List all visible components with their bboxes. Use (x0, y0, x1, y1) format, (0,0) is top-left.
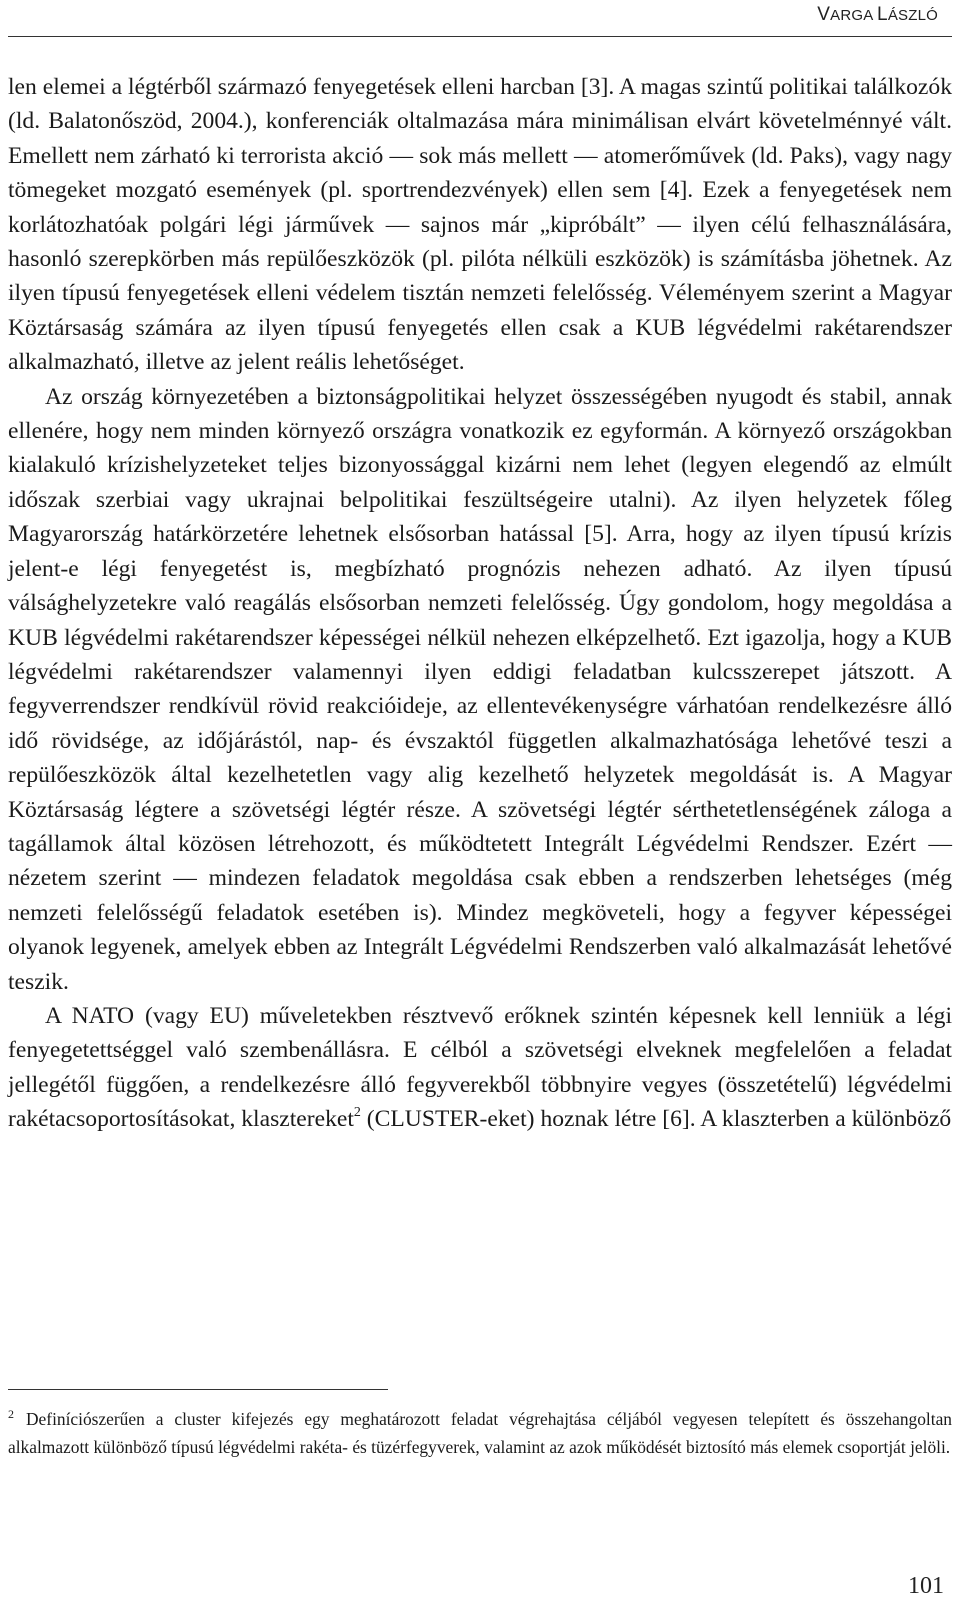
running-header-author (817, 4, 938, 26)
paragraph-3 (8, 999, 952, 1137)
author-initial-l: L (877, 4, 888, 25)
footnote-marker: 2 (8, 1407, 14, 1421)
footnote-rule (8, 1389, 388, 1390)
page-number: 101 (908, 1573, 944, 1599)
footnote (8, 1405, 952, 1462)
footnote-text: Definíciószerűen a cluster kifejezés egy meghatározott feladat végrehajtása céljából vegyesen telepített és összehangoltan alkalmazott különböző típusú légvédelmi rakéta- és tüzérfegyverek, valamint az azok működését biztosító más elemek csoportját jelöli. (8, 1409, 952, 1458)
footnote-reference[interactable]: 2 (353, 1105, 361, 1121)
paragraph-2: Az ország környezetében a biztonságpolitikai helyzet összességében nyugodt és stabil, annak ellenére, hogy nem minden környező országra vonatkozik ez egyformán. A környező országokban kialakuló krízishelyzeteket teljes bizonyossággal kizárni nem lehet (legyen elegendő az elmúlt időszak szerbiai vagy ukrajnai belpolitikai feszültségeire utalni). Az ilyen helyzetek főleg Magyarország határkörzetére lehetnek elsősorban hatással [5]. Arra, hogy az ilyen típusú krízis jelent-e légi fenyegetést is, megbízható prognózis nehezen adható. Az ilyen típusú válsághelyzetekre való reagálás elsősorban nemzeti felelősség. Úgy gondolom, hogy megoldása a KUB légvédelmi rakétarendszer képességei nélkül nehezen elképzelhető. Ezt igazolja, hogy a KUB légvédelmi rakétarendszer valamennyi ilyen eddigi feladatban kulcsszerepet játszott. A fegyverrendszer rendkívül rövid reakcióideje, az ellentevékenységre várhatóan rendelkezésre álló idő rövidsége, az időjárástól, nap- és évszaktól független alkalmazhatósága lehetővé teszi a repülőeszközök által kezelhetetlen vagy alig kezelhető helyzetek megoldását is. A Magyar Köztársaság légtere a szövetségi légtér része. A szövetségi légtér sérthetetlenségének záloga a tagállamok által közösen létrehozott, és működtetett Integrált Légvédelmi Rendszer. Ezért — nézetem szerint — mindezen feladatok megoldása csak ebben a rendszerben lehetséges (még nemzeti felelősségű feladatok esetében is). Mindez megköveteli, hogy a fegyver képességei olyanok legyenek, amelyek ebben az Integrált Légvédelmi Rendszerben való alkalmazását lehetővé teszik. (8, 383, 952, 995)
paragraph-3-text: A NATO (vagy EU) műveletekben résztvevő erőknek szintén képesnek kell lenniük a légi fenyegetettséggel való szembenállásra. E célból a szövetségi elveknek megfelelően a feladat jellegétől függően, a rendelkezésre álló fegyverekből többnyire vegyes (összetételű) légvédelmi rakétacsoportosításokat, klasztereket (8, 1002, 952, 1133)
body-text (8, 70, 952, 1137)
paragraph-3-text-end: (CLUSTER-eket) hoznak létre [6]. A klaszterben a különböző (360, 1106, 952, 1133)
author-initial-v: V (817, 4, 831, 25)
author-surname-rest: ARGA (830, 7, 878, 24)
paragraph-1: len elemei a légtérből származó fenyegetések elleni harcban [3]. A magas szintű politikai találkozók (ld. Balatonőszöd, 2004.), konferenciák oltalmazása mára minimálisan elvárt követelménnyé vált. Emellett nem zárható ki terrorista akció — sok más mellett — atomerőművek (ld. Paks), vagy nagy tömegeket mozgató események (pl. sportrendezvények) ellen sem [4]. Ezek a fenyegetések nem korlátozhatóak polgári légi járművek — sajnos már „kipróbált” — ilyen célú felhasználására, hasonló szerepkörben más repülőeszközök (pl. pilóta nélküli eszközök) is számításba jöhetnek. Az ilyen típusú fenyegetések elleni védelem tisztán nemzeti felelősség. Véleményem szerint a Magyar Köztársaság számára az ilyen típusú fenyegetés ellen csak a KUB légvédelmi rakétarendszer alkalmazható, illetve az jelent reális lehetőséget. (8, 74, 952, 376)
header-rule (8, 36, 952, 37)
author-forename-rest: ÁSZLÓ (887, 7, 938, 24)
